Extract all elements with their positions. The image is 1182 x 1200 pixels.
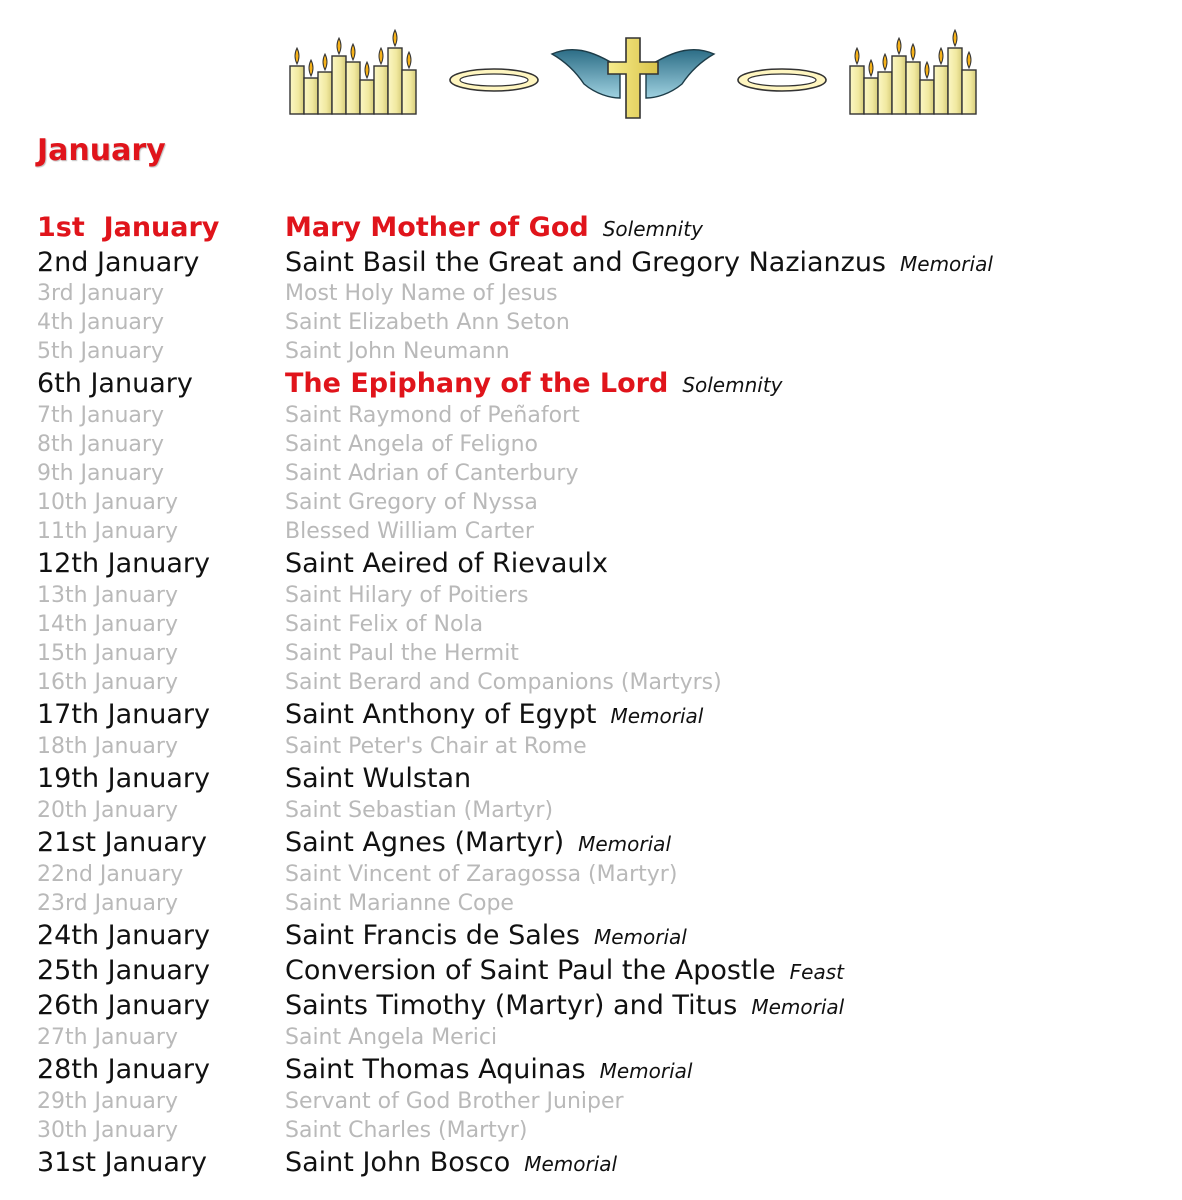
feast-date: 19th January [37, 763, 210, 794]
feast-name: Most Holy Name of Jesus [285, 281, 558, 306]
header-banner [0, 28, 1182, 128]
feast-name: Saint Aeired of Rievaulx [285, 548, 609, 579]
halo-left-icon [450, 69, 538, 91]
feast-date: 14th January [37, 612, 178, 637]
calendar-row [0, 279, 1182, 308]
candles-left-icon [290, 30, 416, 114]
feast-date: 22nd January [37, 862, 184, 887]
feast-date: 8th January [37, 432, 164, 457]
feast-date: 20th January [37, 798, 178, 823]
feast-date: 4th January [37, 310, 164, 335]
feast-date: 31st January [37, 1147, 207, 1178]
feast-date: 29th January [37, 1089, 178, 1114]
feast-rank: Solemnity [682, 373, 783, 397]
calendar-row [0, 889, 1182, 918]
feast-date: 11th January [37, 519, 178, 544]
feast-name: Saint Anthony of Egypt [285, 699, 597, 730]
feast-name: Saint Angela of Feligno [285, 432, 538, 457]
feast-date: 25th January [37, 955, 210, 986]
feast-date: 9th January [37, 461, 164, 486]
feast-name: Saint John Bosco [285, 1147, 511, 1178]
feast-date: 15th January [37, 641, 178, 666]
feast-date: 27th January [37, 1025, 178, 1050]
feast-rank: Memorial [599, 1059, 693, 1083]
calendar-row [0, 459, 1182, 488]
feast-name: Saint Angela Merici [285, 1025, 498, 1050]
feast-date: 28th January [37, 1054, 210, 1085]
feast-date: 17th January [37, 699, 210, 730]
feast-name: Saint Vincent of Zaragossa (Martyr) [285, 862, 678, 887]
calendar-row [0, 430, 1182, 459]
feast-name: Saint Thomas Aquinas [285, 1054, 586, 1085]
feast-rank: Memorial [610, 704, 704, 728]
calendar-row [0, 697, 1182, 732]
feast-name: Saint Adrian of Canterbury [285, 461, 579, 486]
candles-right-icon [850, 30, 976, 114]
feast-name: Saint Hilary of Poitiers [285, 583, 529, 608]
feast-name: The Epiphany of the Lord [285, 368, 669, 399]
calendar-row [0, 546, 1182, 581]
calendar-row [0, 639, 1182, 668]
feast-date: 7th January [37, 403, 164, 428]
feast-date: 26th January [37, 990, 210, 1021]
calendar-row [0, 308, 1182, 337]
feast-name: Saint Marianne Cope [285, 891, 514, 916]
feast-date: 30th January [37, 1118, 178, 1143]
feast-name: Saint Basil the Great and Gregory Nazianzus [285, 247, 887, 278]
calendar-row [0, 1087, 1182, 1116]
calendar-row [0, 668, 1182, 697]
feast-date: 5th January [37, 339, 164, 364]
feast-date: 10th January [37, 490, 178, 515]
calendar-row [0, 610, 1182, 639]
winged-cross-icon [552, 38, 714, 118]
calendar-row [0, 732, 1182, 761]
feast-name: Servant of God Brother Juniper [285, 1089, 624, 1114]
halo-right-icon [738, 69, 826, 91]
feast-name: Saint Charles (Martyr) [285, 1118, 528, 1143]
feast-name: Saint Raymond of Peñafort [285, 403, 580, 428]
feast-date: 24th January [37, 920, 210, 951]
feast-rank: Memorial [578, 832, 671, 856]
feast-date: 3rd January [37, 281, 165, 306]
feast-name: Saint Felix of Nola [285, 612, 484, 637]
feast-name: Saint Agnes (Martyr) [285, 827, 565, 858]
feast-rank: Memorial [751, 995, 845, 1019]
calendar-row [0, 488, 1182, 517]
feast-name: Saint Sebastian (Martyr) [285, 798, 554, 823]
feast-rank: Memorial [593, 925, 687, 949]
feast-name: Saint Elizabeth Ann Seton [285, 310, 570, 335]
feast-date: 2nd January [37, 247, 200, 278]
feast-name: Saint John Neumann [285, 339, 510, 364]
feast-name: Saints Timothy (Martyr) and Titus [285, 990, 738, 1021]
calendar-row [0, 796, 1182, 825]
feast-date: 23rd January [37, 891, 179, 916]
feast-date: 18th January [37, 734, 178, 759]
calendar-row [0, 860, 1182, 889]
calendar-row [0, 366, 1182, 401]
feast-date: 13th January [37, 583, 178, 608]
calendar-row [0, 1116, 1182, 1145]
feast-name: Saint Wulstan [285, 763, 472, 794]
feast-date: 12th January [37, 548, 210, 579]
calendar-row [0, 210, 1182, 245]
feast-date: 1st January [37, 212, 220, 243]
calendar-row [0, 825, 1182, 860]
feast-name: Saint Peter's Chair at Rome [285, 734, 587, 759]
feast-name: Saint Francis de Sales [285, 920, 580, 951]
calendar-row [0, 953, 1182, 988]
feast-name: Saint Gregory of Nyssa [285, 490, 538, 515]
feast-rank: Solemnity [602, 217, 703, 241]
month-title: January [37, 133, 166, 168]
calendar-row [0, 988, 1182, 1023]
feast-rank: Memorial [524, 1152, 618, 1176]
feast-date: 6th January [37, 368, 193, 399]
feast-name: Blessed William Carter [285, 519, 534, 544]
feast-name: Conversion of Saint Paul the Apostle [285, 955, 776, 986]
feast-name: Saint Berard and Companions (Martyrs) [285, 670, 722, 695]
calendar-row [0, 337, 1182, 366]
calendar-row [0, 1052, 1182, 1087]
calendar-row [0, 1145, 1182, 1180]
calendar-row [0, 581, 1182, 610]
feast-name: Mary Mother of God [285, 212, 589, 243]
feast-rank: Memorial [900, 252, 993, 276]
calendar-row [0, 245, 1182, 280]
feast-date: 16th January [37, 670, 178, 695]
calendar-row [0, 517, 1182, 546]
feast-name: Saint Paul the Hermit [285, 641, 519, 666]
calendar-row [0, 918, 1182, 953]
feast-rank: Feast [789, 960, 844, 984]
calendar-row [0, 401, 1182, 430]
feast-date: 21st January [37, 827, 207, 858]
calendar-row [0, 761, 1182, 796]
calendar-row [0, 1023, 1182, 1052]
